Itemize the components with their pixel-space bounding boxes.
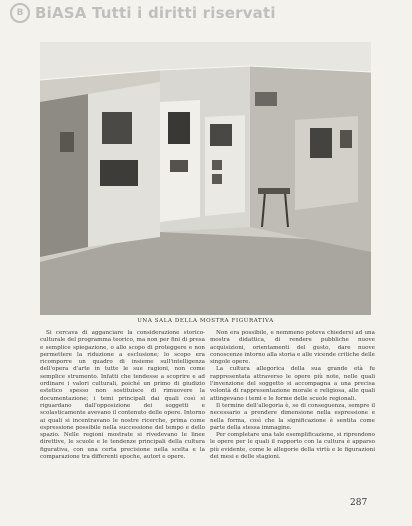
text-column-right: [210, 330, 375, 500]
page-number: 287: [350, 498, 368, 508]
watermark: [10, 4, 405, 22]
watermark-text: BiASA Tutti i diritti riservati: [35, 4, 276, 22]
exhibition-photo-drawing: [40, 42, 371, 315]
paragraph: Si cercava di agganciare la considerazione storico-culturale del programma teorico, ma non per fini di presa e semplice spiegazione, o allo scopo di proteggere e non permettere la riduzione a esclusione; lo scopo era ricomporre un quadro di insieme sull'intelligenza dell'opera d'arte in tutte le sue ragioni, non come semplice strumento. Infatti che tendesse a scoprire e ad ordinare i valori culturali, poiché un primo di giudizio estetico spesso non sostituisce di rimuovere la documentazione; i temi principali dai quali così si riguardano dall'opposizione dei soggetti e scolasticamente avevano il contenuto delle opere. Intorno ai quali si incentravano le nostre ricerche, prima come espressione possibile nella successione del tempo e dello spazio. Nelle regioni mostrate si rivedevano le linee direttive, le scuole e le tendenze principali della cultura figurativa, con una certa precisione nella scelta e la comparazione tra differenti epoche, autori e opere.: [40, 330, 205, 461]
paragraph: La cultura allegorica della sua grande età fu rappresentata attraverso le opere più note, nelle quali l'invenzione del soggetto si accompagna a una precisa volontà di rappresentazione morale e religiosa, alle quali attingevano i temi e le forme delle scuole regionali.: [210, 366, 375, 402]
biasa-logo-icon: B: [10, 3, 30, 23]
paragraph: Per completare una tale esemplificazione, si riprendono le opere per le quali il rapporto con la cultura è apparso più evidente, come le allegorie della virtù e le figurazioni dei mesi e delle stagioni.: [210, 432, 375, 461]
paragraph: Non era possibile, e nemmeno poteva chiedersi ad una mostra didattica, di rendere pubbliche nuove acquisizioni, orientamenti del gusto, dare nuove conoscenze intorno alla storia e alle vicende critiche delle singole opere.: [210, 330, 375, 366]
photo-caption: UNA SALA DELLA MOSTRA FIGURATIVA: [137, 318, 274, 324]
exhibition-hall-photo: [40, 42, 371, 315]
text-column-left: [40, 330, 205, 512]
paragraph: Il termine dell'allegoria è, se di conseguenza, sempre il necessario a prendere dimensione nella espressione e nella forma, così che la significazione è sentita come parte della stessa immagine.: [210, 402, 375, 431]
